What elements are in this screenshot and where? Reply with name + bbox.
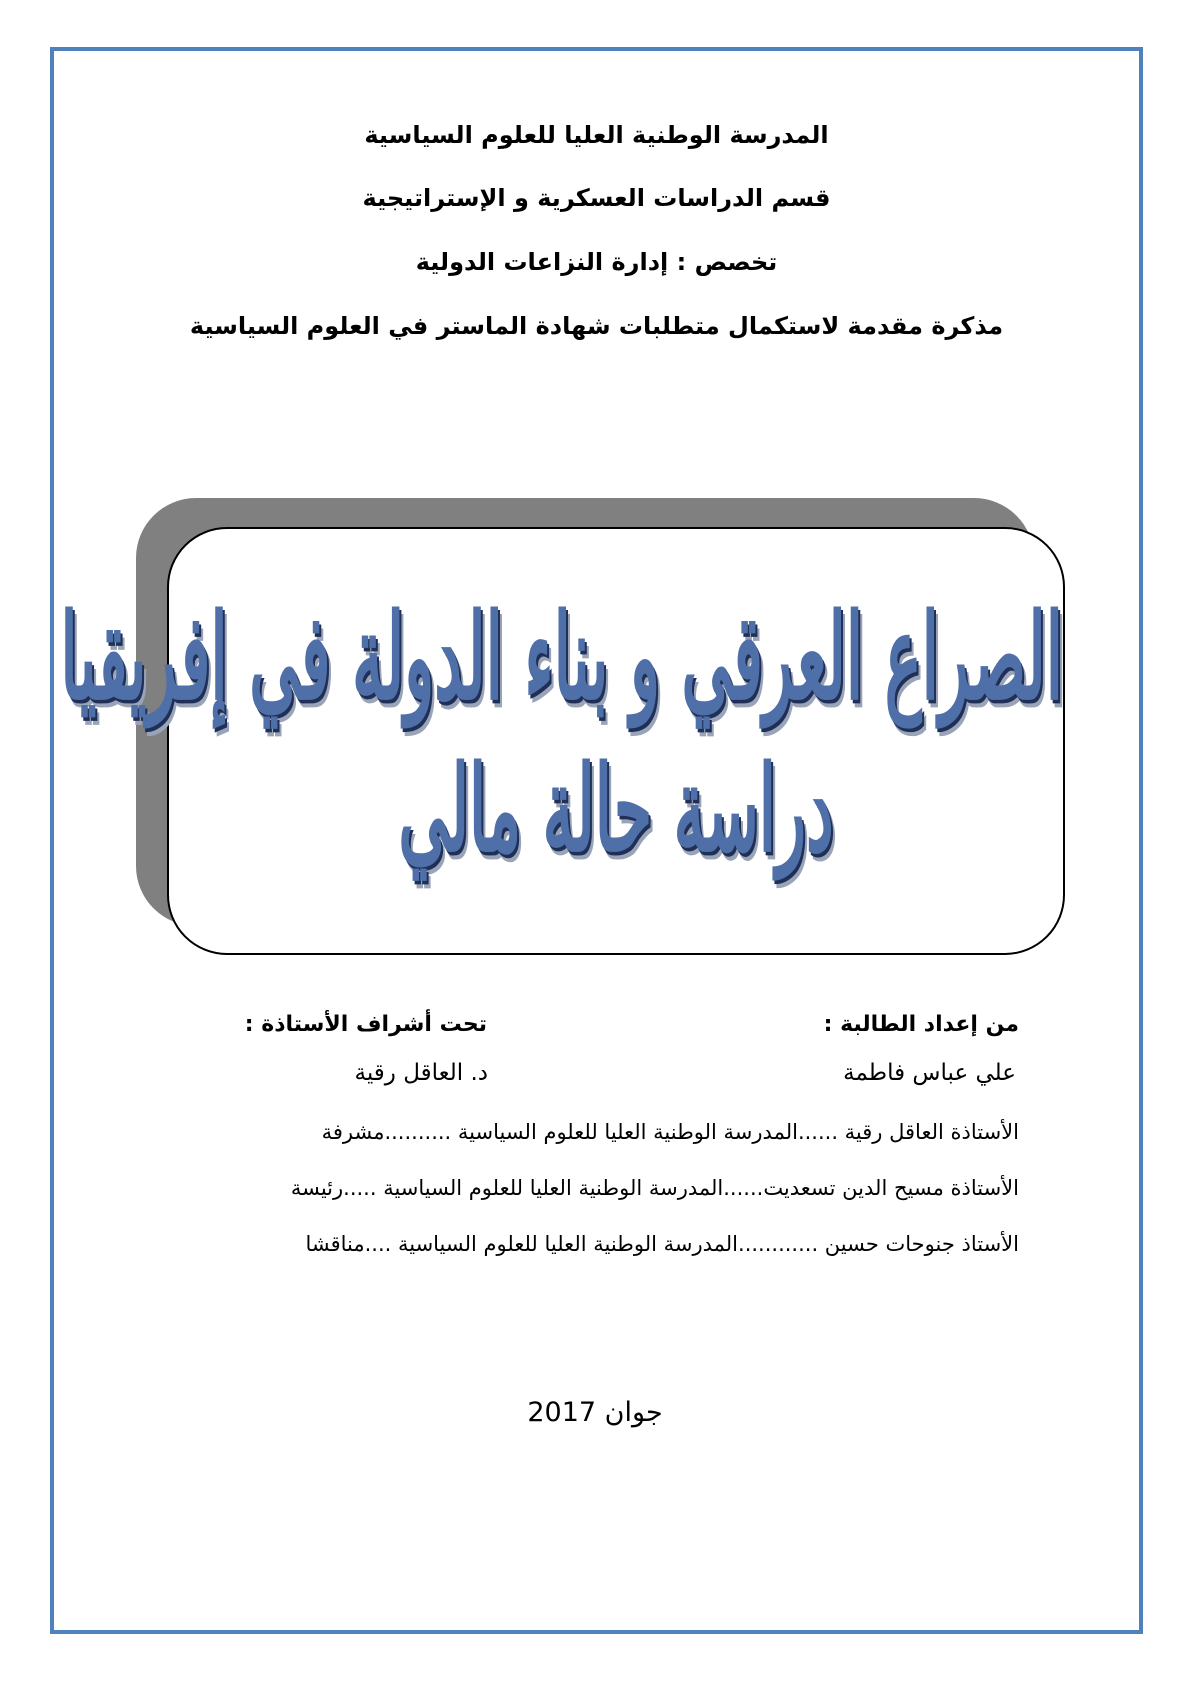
thesis-subtitle: دراسة حالة مالي: [398, 739, 834, 879]
memo-description: مذكرة مقدمة لاستكمال متطلبات شهادة الماستر في العلوم السياسية: [189, 312, 1004, 340]
school-name: المدرسة الوطنية العليا للعلوم السياسية: [364, 121, 829, 149]
student-label: من إعداد الطالبة :: [823, 1012, 1019, 1037]
student-name: علي عباس فاطمة: [843, 1060, 1016, 1086]
jury-member: الأستاذة العاقل رقية ......المدرسة الوطنية العليا للعلوم السياسية ..........مشرفة: [321, 1120, 1019, 1144]
specialty: تخصص : إدارة النزاعات الدولية: [415, 248, 778, 276]
supervisor-name: د. العاقل رقية: [354, 1060, 488, 1086]
jury-member: الأستاذة مسيح الدين تسعديت......المدرسة الوطنية العليا للعلوم السياسية .....رئيسة: [290, 1176, 1019, 1200]
thesis-title: الصراع العرقي و بناء الدولة في إفريقيا: [60, 587, 1063, 727]
submission-date: جوان 2017: [527, 1397, 663, 1428]
department-name: قسم الدراسات العسكرية و الإستراتيجية: [362, 184, 831, 212]
title-box: [60, 527, 1065, 955]
jury-member: الأستاذ جنوحات حسين ............المدرسة الوطنية العليا للعلوم السياسية ....مناقشا: [305, 1232, 1019, 1256]
supervisor-label: تحت أشراف الأستاذة :: [244, 1012, 487, 1037]
